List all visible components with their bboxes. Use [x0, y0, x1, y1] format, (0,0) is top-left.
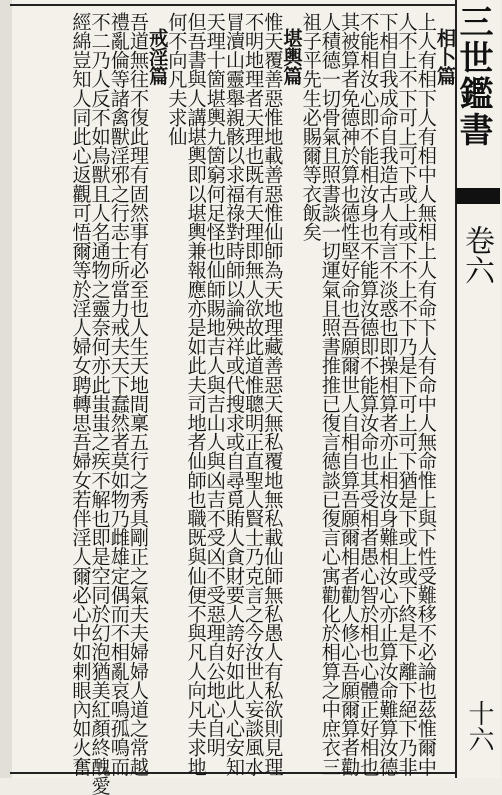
text-column: 人不上不下可上可下或上或下不上不下乃是下可上可下猶是下或上或下終是下離下絕下乃非	[395, 12, 419, 777]
section-title: 相卜篇	[434, 28, 457, 86]
text-column: 但吾書與人講堪輿即以堪輿兼報應亦是如此夫司地者仙師也職既與仙便不與凡人向凡夫求地	[184, 12, 208, 777]
text-column: 人積德一切骨氣且照書談一切運氣且照書推推已復言德談已復言心寓勸化於相算之中庶衣三	[318, 12, 342, 777]
text-column: 經綿豈知人同此心返觀可悟爾等於淫人婦女聘轉思吾婦女若伴淫人爾必心中如剌眼內如火奮	[69, 12, 93, 777]
section-title: 堪輿篇	[280, 28, 304, 86]
text-columns	[69, 12, 457, 795]
leaf-number: 十六	[464, 700, 494, 752]
section-title: 戒淫篇	[146, 28, 170, 86]
text-block	[10, 4, 457, 795]
fishtail-mark	[456, 188, 500, 204]
text-column: 天理十箇堪輿九箇窮何足怪也仙師賜地吉人與吉山人與凶吉不受凶不受惡理自公地心自明	[203, 12, 227, 757]
book-title: 三世鑑書	[453, 4, 493, 148]
volume-label: 卷六	[459, 225, 494, 285]
text-column: 不二乃人反不如鳥獸且人名通物之靈奈何亦此蚩蚩之疾不解也即是空同於幻泡猶美紅顏終醜愛	[88, 12, 112, 795]
text-column: 其被算者免德神於算也德性堅好命也吾願爾世人自相自算吾願爾相者勸人修心吾願爾算者勸	[338, 12, 362, 777]
text-column: 惟天覆善惡惟地載善惡惟仙師為天地理藏善惡天無私覆地無私載仙師無私愚人有私欲則見理	[261, 12, 285, 777]
text-column: 不明地理者天理也既有天理即無人欲故此道惟聰明正直聖人賢士乃克言之今汝世人妄談風水	[242, 12, 266, 777]
text-column: 何不向凡夫求仙	[165, 12, 189, 146]
text-column: 禮亂倫等諸禽獸淫邪之行志士所當力戒夫天下蠢然者莫如物乃雌雄定偶而不相亂哀鳴孤鳴而	[107, 12, 131, 777]
text-column: 祖子平先生必賜爾等衣飯矣	[299, 12, 323, 242]
text-column: 上人有相下人有相中人無相上人有命下人有命中人無命惟上與下性受難移不必論也茲惟爾中	[414, 12, 438, 777]
text-column: 冒瀆山靈舉親骸以求福祿對時師以論殃祥或代搜求或自尋覓賄人貪財要人誇好如此人心安知	[222, 12, 246, 777]
text-column: 不能相汝心即不能相汝身也不能算汝德即不能算汝命也其受相者愚心智於相也心體正好相也	[357, 12, 381, 777]
text-column: 下相自我成命自我造古人有言不淡惑也即操相算者亦止相汝身難相汝心亦止算汝命難算汝德	[376, 12, 400, 777]
text-column: 吾道無往不復此理有固然事有必至也人生天地間稟五行之秀具剛正之氣夫夫婦婦人道之常越	[127, 12, 150, 777]
